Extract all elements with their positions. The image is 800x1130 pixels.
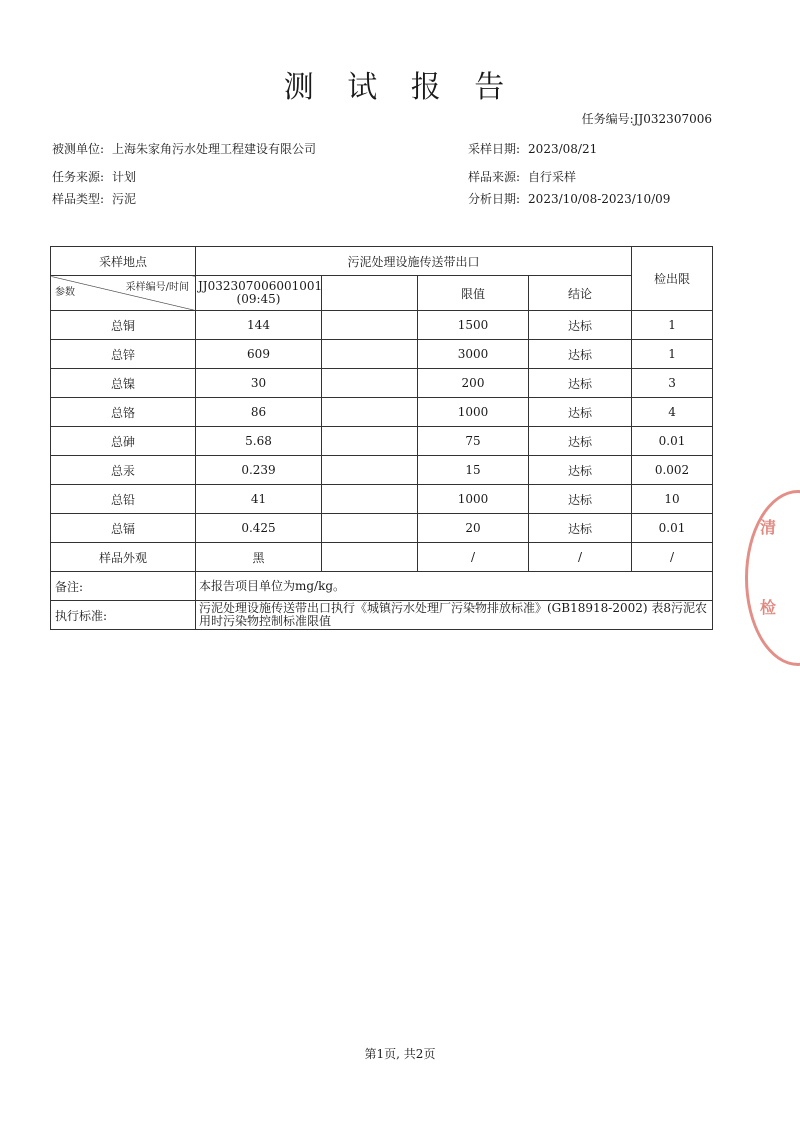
limit-cell: 20	[418, 514, 529, 543]
detect-limit-cell: 0.002	[632, 456, 713, 485]
sample-id: JJ032307006001001	[198, 279, 323, 293]
table-row	[51, 311, 713, 340]
empty-cell	[322, 311, 418, 340]
table-row	[51, 456, 713, 485]
standard-row	[51, 601, 713, 630]
conclusion-cell: 达标	[529, 514, 632, 543]
conclusion-cell: 达标	[529, 456, 632, 485]
param-cell: 总铜	[51, 311, 196, 340]
sample-origin-value: 自行采样	[528, 170, 577, 184]
table-header-row-columns	[51, 276, 713, 311]
analysis-date-value: 2023/10/08-2023/10/09	[528, 192, 671, 206]
detect-limit-cell: 0.01	[632, 427, 713, 456]
table-row	[51, 427, 713, 456]
sampling-date-value: 2023/08/21	[528, 142, 598, 156]
empty-cell	[322, 340, 418, 369]
value-cell: 609	[196, 340, 322, 369]
param-cell: 总镍	[51, 369, 196, 398]
note-row	[51, 572, 713, 601]
table-header-row-site	[51, 247, 713, 276]
sampling-date-label: 采样日期:	[468, 142, 521, 156]
task-source-label: 任务来源:	[52, 170, 105, 184]
detect-limit-label: 检出限	[632, 247, 713, 311]
empty-cell	[322, 485, 418, 514]
results-table	[50, 246, 713, 630]
conclusion-cell: /	[529, 543, 632, 572]
empty-cell	[322, 398, 418, 427]
limit-cell: /	[418, 543, 529, 572]
sample-type	[52, 190, 136, 207]
param-cell: 总汞	[51, 456, 196, 485]
limit-cell: 1000	[418, 485, 529, 514]
empty-cell	[322, 514, 418, 543]
value-cell: 5.68	[196, 427, 322, 456]
param-cell: 总锌	[51, 340, 196, 369]
note-value: 本报告项目单位为mg/kg。	[196, 572, 713, 601]
conclusion-cell: 达标	[529, 340, 632, 369]
sample-id-cell	[196, 276, 322, 311]
conclusion-label: 结论	[529, 276, 632, 311]
sample-time: (09:45)	[236, 292, 281, 306]
tested-unit-value: 上海朱家角污水处理工程建设有限公司	[112, 142, 317, 156]
table-row	[51, 543, 713, 572]
standard-label: 执行标准:	[51, 601, 196, 630]
conclusion-cell: 达标	[529, 398, 632, 427]
note-label: 备注:	[51, 572, 196, 601]
detect-limit-cell: 3	[632, 369, 713, 398]
diagonal-header-cell	[51, 276, 196, 311]
standard-value: 污泥处理设施传送带出口执行《城镇污水处理厂污染物排放标准》(GB18918-2002) 表8污泥农用时污染物控制标准限值	[196, 601, 713, 630]
detect-limit-cell: /	[632, 543, 713, 572]
tested-unit	[52, 140, 316, 157]
limit-cell: 1000	[418, 398, 529, 427]
sample-type-value: 污泥	[112, 192, 137, 206]
limit-cell: 75	[418, 427, 529, 456]
param-cell: 总铬	[51, 398, 196, 427]
sample-origin-label: 样品来源:	[468, 170, 521, 184]
sample-origin	[468, 168, 576, 185]
value-cell: 86	[196, 398, 322, 427]
table-row	[51, 340, 713, 369]
conclusion-cell: 达标	[529, 311, 632, 340]
value-cell: 144	[196, 311, 322, 340]
limit-cell: 200	[418, 369, 529, 398]
limit-cell: 1500	[418, 311, 529, 340]
value-cell: 0.239	[196, 456, 322, 485]
limit-label: 限值	[418, 276, 529, 311]
detect-limit-cell: 1	[632, 340, 713, 369]
task-number: 任务编号:JJ032307006	[581, 112, 712, 126]
empty-cell	[322, 456, 418, 485]
task-source	[52, 168, 136, 185]
seal-text-top: 清	[760, 518, 777, 537]
value-cell: 30	[196, 369, 322, 398]
analysis-date-label: 分析日期:	[468, 192, 521, 206]
diag-top-label: 采样编号/时间	[125, 282, 189, 293]
param-cell: 总砷	[51, 427, 196, 456]
param-cell: 样品外观	[51, 543, 196, 572]
param-cell: 总铅	[51, 485, 196, 514]
table-row	[51, 485, 713, 514]
detect-limit-cell: 4	[632, 398, 713, 427]
detect-limit-cell: 1	[632, 311, 713, 340]
limit-cell: 15	[418, 456, 529, 485]
value-cell: 41	[196, 485, 322, 514]
tested-unit-label: 被测单位:	[52, 142, 105, 156]
empty-header-cell	[322, 276, 418, 311]
conclusion-cell: 达标	[529, 427, 632, 456]
value-cell: 0.425	[196, 514, 322, 543]
empty-cell	[322, 369, 418, 398]
table-row	[51, 369, 713, 398]
table-row	[51, 514, 713, 543]
limit-cell: 3000	[418, 340, 529, 369]
report-title: 测 试 报 告	[283, 70, 517, 105]
detect-limit-cell: 0.01	[632, 514, 713, 543]
param-cell: 总镉	[51, 514, 196, 543]
site-label: 采样地点	[51, 247, 196, 276]
table-row	[51, 398, 713, 427]
seal-text-bottom: 检	[760, 598, 777, 617]
conclusion-cell: 达标	[529, 485, 632, 514]
empty-cell	[322, 427, 418, 456]
analysis-date	[468, 190, 670, 207]
site-value: 污泥处理设施传送带出口	[196, 247, 632, 276]
detect-limit-cell: 10	[632, 485, 713, 514]
diag-bottom-label: 参数	[55, 287, 75, 298]
sampling-date	[468, 140, 597, 157]
conclusion-cell: 达标	[529, 369, 632, 398]
empty-cell	[322, 543, 418, 572]
sample-type-label: 样品类型:	[52, 192, 105, 206]
value-cell: 黑	[196, 543, 322, 572]
task-source-value: 计划	[112, 170, 137, 184]
page-footer: 第1页, 共2页	[364, 1047, 436, 1061]
